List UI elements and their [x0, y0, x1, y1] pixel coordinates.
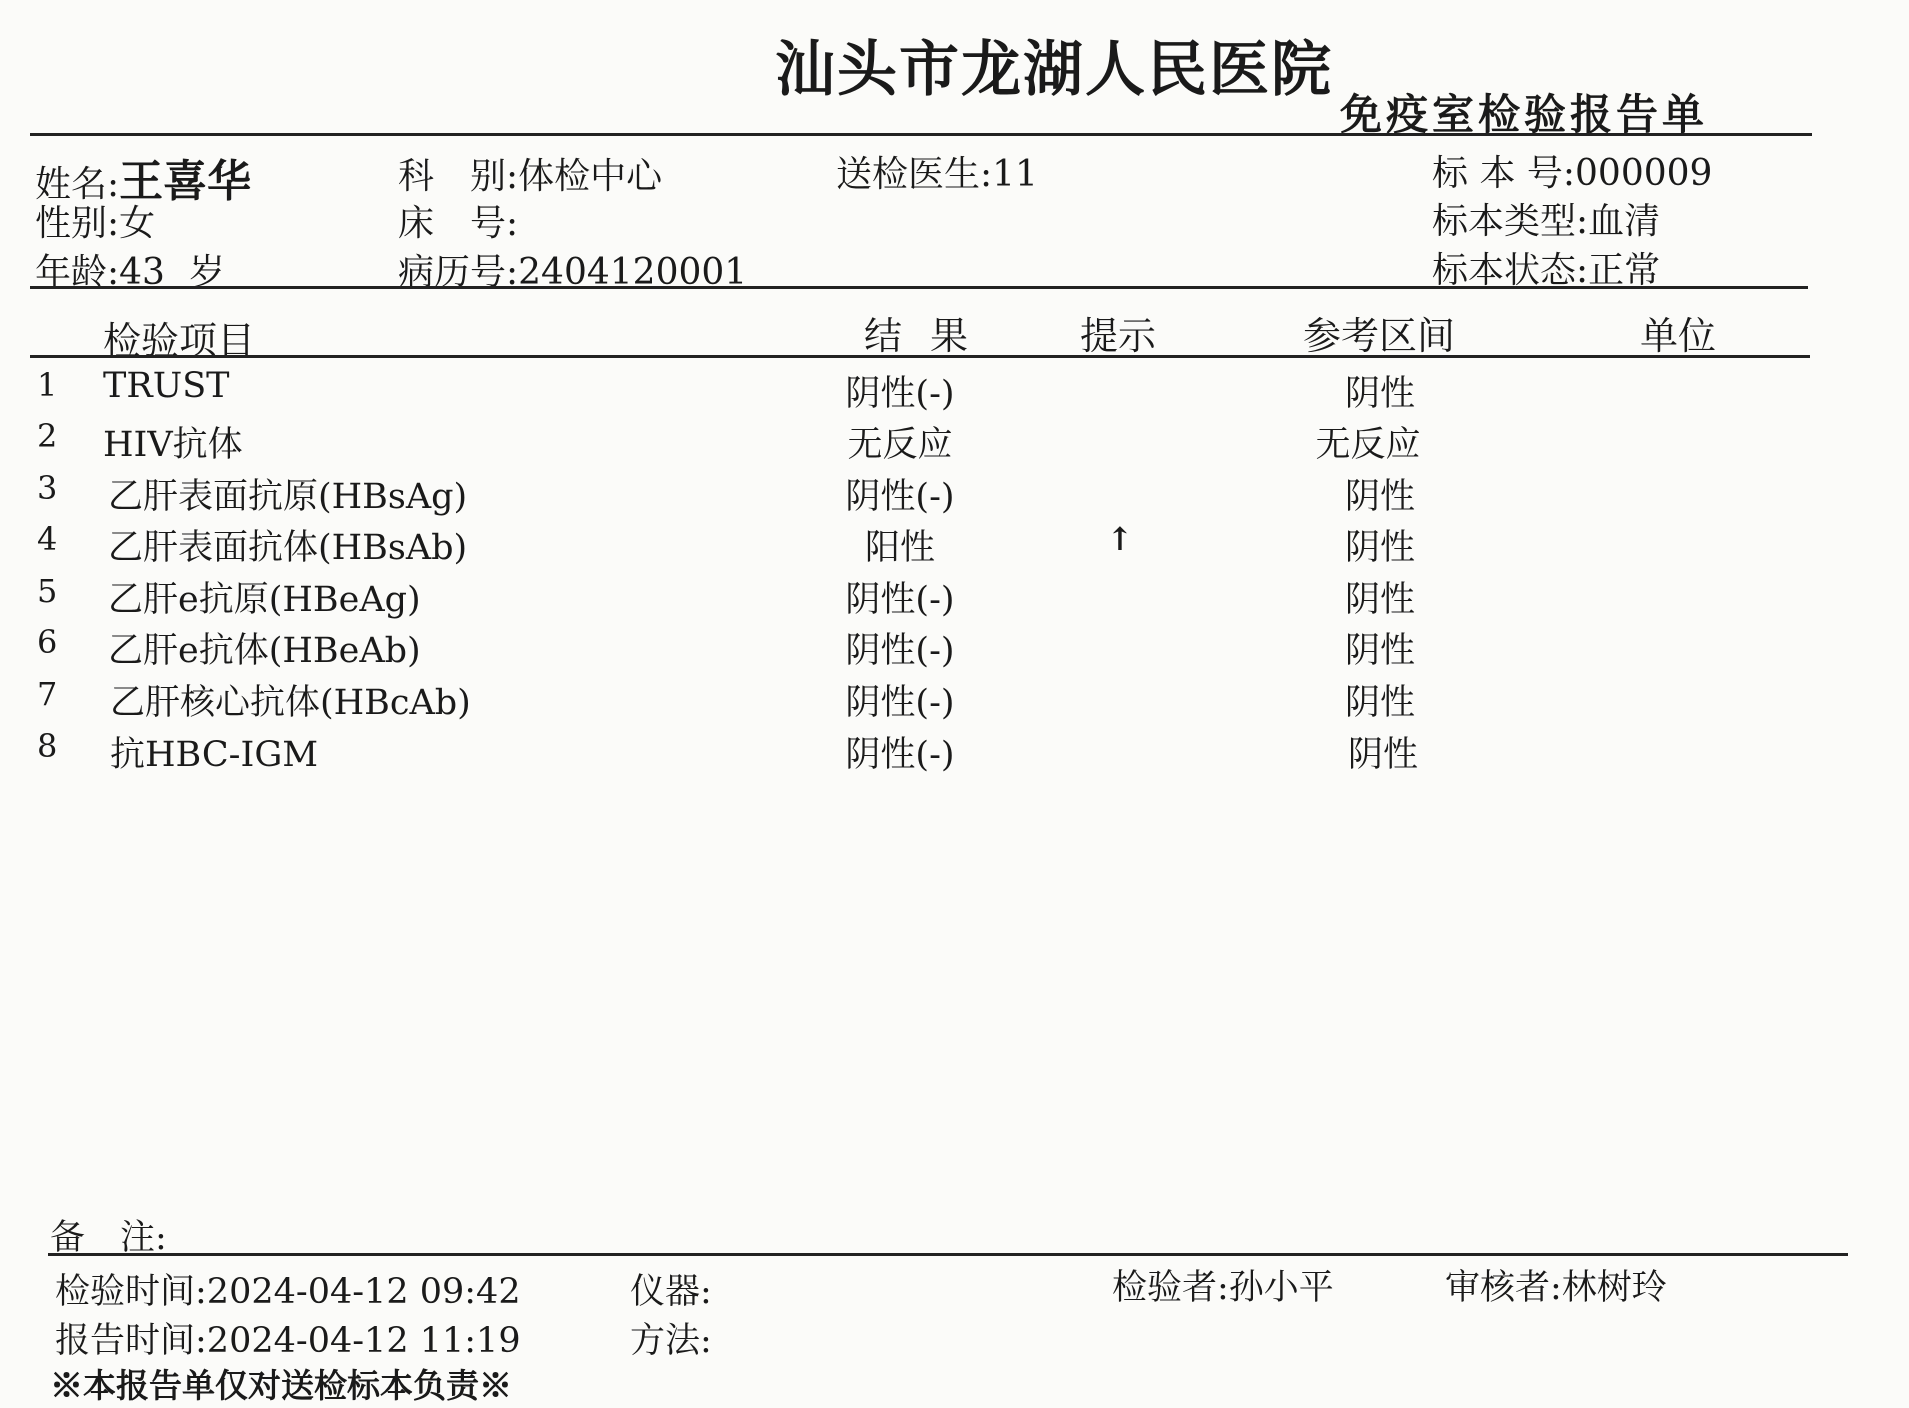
- header-rule: [30, 355, 1810, 358]
- row-item: HIV抗体: [103, 425, 243, 465]
- table-row: [0, 366, 1909, 418]
- row-item: 乙肝e抗原(HBeAg): [108, 580, 421, 620]
- row-result: 阳性: [864, 528, 935, 568]
- row-reference: 无反应: [1315, 425, 1421, 465]
- name-label: 姓名:: [35, 164, 120, 205]
- patient-age: 43: [119, 252, 165, 293]
- row-result: 阴性(-): [845, 735, 955, 775]
- row-result: 无反应: [847, 425, 953, 465]
- remarks-label: 备 注:: [50, 1218, 167, 1258]
- table-row: [0, 520, 1909, 572]
- sample-type-field: [1432, 193, 1660, 244]
- row-reference: 阴性: [1344, 683, 1415, 723]
- disclaimer: ※本报告单仅对送检标本负责※: [50, 1366, 512, 1405]
- row-reference: 阴性: [1344, 528, 1415, 568]
- row-item: 乙肝e抗体(HBeAb): [108, 631, 421, 671]
- row-reference: 阴性: [1344, 374, 1415, 414]
- tester-label: 检验者:: [1112, 1268, 1229, 1308]
- patient-gender: 女: [119, 203, 156, 244]
- row-reference: 阴性: [1347, 735, 1418, 775]
- report-time-field: [55, 1313, 521, 1363]
- header-reference: 参考区间: [1303, 314, 1456, 358]
- reviewer-field: [1445, 1260, 1667, 1310]
- tester-value: 孙小平: [1228, 1268, 1334, 1308]
- row-number: 2: [37, 417, 58, 455]
- table-row: [0, 572, 1909, 624]
- header-result: 结 果: [863, 314, 977, 358]
- table-row: [0, 623, 1909, 675]
- row-result: 阴性(-): [845, 477, 955, 517]
- row-item: 乙肝表面抗体(HBsAb): [108, 528, 468, 568]
- dept-label: 科 别:: [398, 156, 519, 197]
- row-number: 5: [37, 572, 58, 610]
- row-reference: 阴性: [1344, 631, 1415, 671]
- method-field: [630, 1313, 712, 1363]
- table-row: [0, 469, 1909, 521]
- instrument-field: [630, 1264, 712, 1314]
- bed-field: [398, 195, 518, 246]
- patient-name: 王喜华: [119, 156, 252, 207]
- doctor-label: 送检医生:: [836, 154, 993, 195]
- record-label: 病历号:: [398, 252, 519, 293]
- row-item: 乙肝核心抗体(HBcAb): [110, 683, 471, 723]
- doctor-field: [836, 146, 1038, 197]
- row-result: 阴性(-): [845, 683, 955, 723]
- age-unit: 岁: [188, 252, 225, 293]
- report-title: 免疫室检验报告单: [1340, 90, 1709, 139]
- table-row: [0, 417, 1909, 469]
- row-flag: ↑: [1106, 520, 1134, 558]
- reviewer-value: 林树玲: [1561, 1268, 1667, 1308]
- row-number: 6: [37, 623, 58, 661]
- dept-field: [398, 148, 662, 199]
- table-row: [0, 727, 1909, 779]
- sample-type-label: 标本类型:: [1432, 201, 1589, 242]
- report-time-value: 2024-04-12 11:19: [206, 1321, 521, 1361]
- record-value: 2404120001: [518, 252, 748, 293]
- sample-status-label: 标本状态:: [1432, 250, 1589, 291]
- row-number: 4: [37, 520, 58, 558]
- reviewer-label: 审核者:: [1445, 1268, 1562, 1308]
- row-result: 阴性(-): [845, 580, 955, 620]
- age-label: 年龄:: [35, 252, 120, 293]
- row-result: 阴性(-): [845, 631, 955, 671]
- sample-no-field: [1432, 145, 1712, 196]
- doctor-value: 11: [992, 154, 1038, 195]
- bed-label: 床 号:: [398, 203, 519, 244]
- instrument-label: 仪器:: [630, 1272, 712, 1312]
- row-item: 乙肝表面抗原(HBsAg): [108, 477, 468, 517]
- sample-no-value: 000009: [1575, 153, 1713, 194]
- test-time-value: 2024-04-12 09:42: [206, 1272, 521, 1312]
- sample-no-label: 标 本 号:: [1432, 153, 1576, 194]
- row-reference: 阴性: [1344, 477, 1415, 517]
- row-reference: 阴性: [1344, 580, 1415, 620]
- test-time-field: [55, 1264, 521, 1314]
- info-rule: [30, 286, 1808, 289]
- row-item: TRUST: [103, 366, 230, 406]
- gender-label: 性别:: [35, 203, 120, 244]
- header-item: 检验项目: [103, 319, 256, 363]
- method-label: 方法:: [630, 1321, 712, 1361]
- top-rule: [30, 133, 1812, 136]
- gender-field: [35, 195, 155, 246]
- tester-field: [1112, 1260, 1334, 1310]
- sample-status-value: 正常: [1588, 250, 1661, 291]
- report-time-label: 报告时间:: [55, 1321, 207, 1361]
- test-time-label: 检验时间:: [55, 1272, 207, 1312]
- hospital-name: 汕头市龙湖人民医院: [775, 35, 1333, 105]
- row-number: 3: [37, 469, 58, 507]
- row-item: 抗HBC-IGM: [110, 735, 319, 775]
- header-unit: 单位: [1640, 314, 1717, 358]
- header-flag: 提示: [1080, 314, 1157, 358]
- footer-rule: [48, 1253, 1848, 1256]
- row-number: 7: [37, 675, 58, 713]
- dept-value: 体检中心: [518, 156, 663, 197]
- row-number: 8: [37, 727, 58, 765]
- table-row: [0, 675, 1909, 727]
- row-result: 阴性(-): [845, 374, 955, 414]
- sample-type-value: 血清: [1588, 201, 1661, 242]
- row-number: 1: [37, 366, 58, 404]
